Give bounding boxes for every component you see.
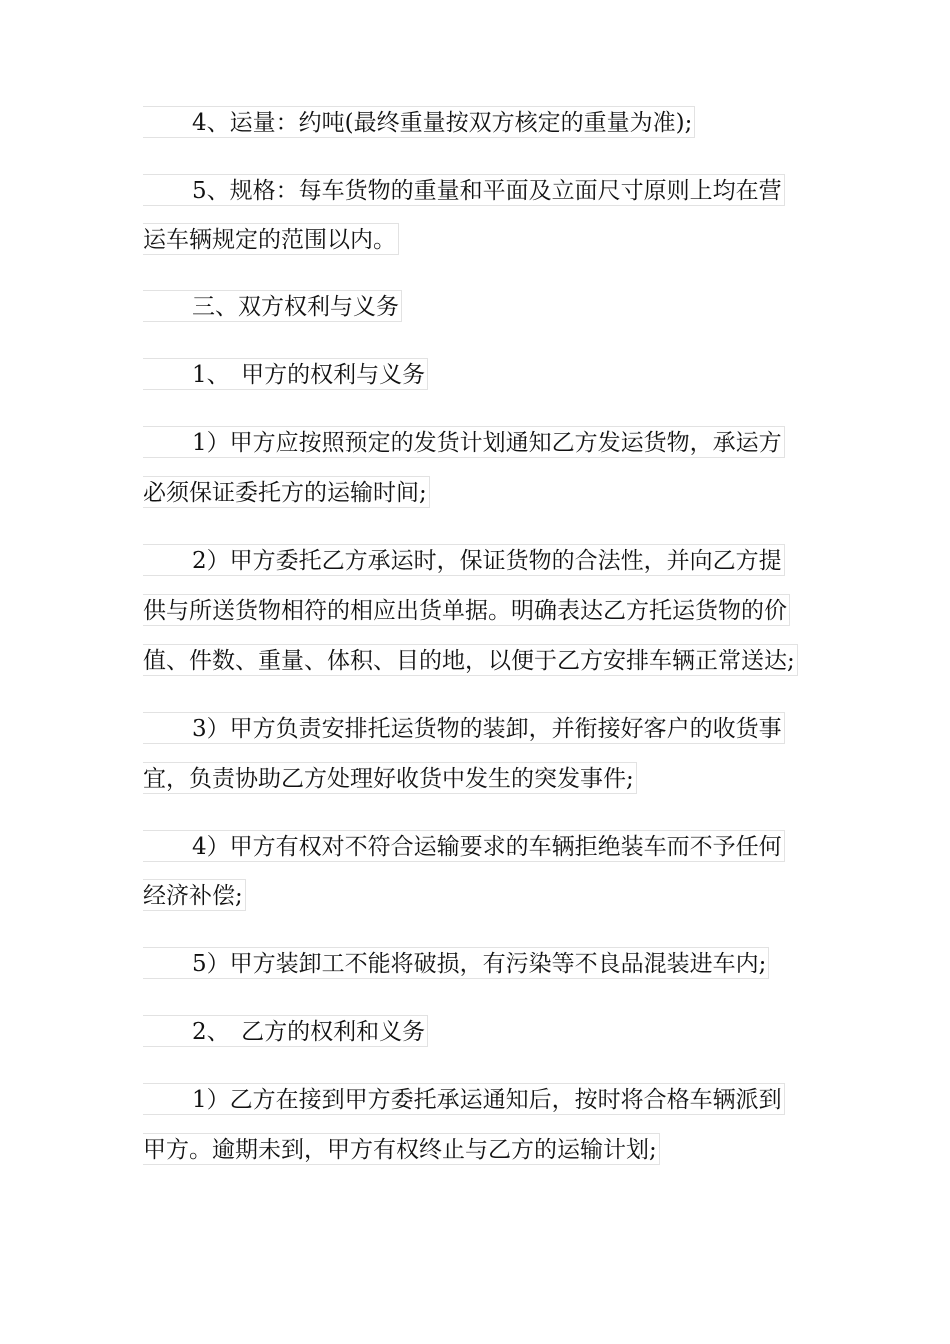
text-line-b1: 1）乙方在接到甲方委托承运通知后，按时将合格车辆派到 <box>143 1083 785 1115</box>
text-line-a1: 1）甲方应按照预定的发货计划通知乙方发运货物，承运方 <box>143 426 785 458</box>
text-line-specification: 5、规格：每车货物的重量和平面及立面尺寸原则上均在营 <box>143 174 785 206</box>
subsection-heading-party-b: 2、 乙方的权利和义务 <box>143 1015 428 1047</box>
text-line-specification-cont: 运车辆规定的范围以内。 <box>143 223 399 255</box>
text-line-a1-cont: 必须保证委托方的运输时间; <box>143 476 430 508</box>
text-line-a5: 5）甲方装卸工不能将破损，有污染等不良品混装进车内; <box>143 947 769 979</box>
text-line-b1-cont: 甲方。逾期未到，甲方有权终止与乙方的运输计划; <box>143 1133 660 1165</box>
text-line-a4: 4）甲方有权对不符合运输要求的车辆拒绝装车而不予任何 <box>143 830 785 862</box>
text-line-a2-cont2: 值、件数、重量、体积、目的地，以便于乙方安排车辆正常送达; <box>143 644 798 676</box>
section-heading-rights-obligations: 三、双方权利与义务 <box>143 290 402 322</box>
text-line-a3: 3）甲方负责安排托运货物的装卸，并衔接好客户的收货事 <box>143 712 785 744</box>
text-line-transport-volume: 4、运量：约吨(最终重量按双方核定的重量为准); <box>143 106 695 138</box>
text-line-a2: 2）甲方委托乙方承运时，保证货物的合法性，并向乙方提 <box>143 544 785 576</box>
text-line-a3-cont: 宜，负责协助乙方处理好收货中发生的突发事件; <box>143 762 637 794</box>
text-line-a4-cont: 经济补偿; <box>143 879 246 911</box>
subsection-heading-party-a: 1、 甲方的权利与义务 <box>143 358 428 390</box>
text-line-a2-cont1: 供与所送货物相符的相应出货单据。明确表达乙方托运货物的价 <box>143 594 790 626</box>
